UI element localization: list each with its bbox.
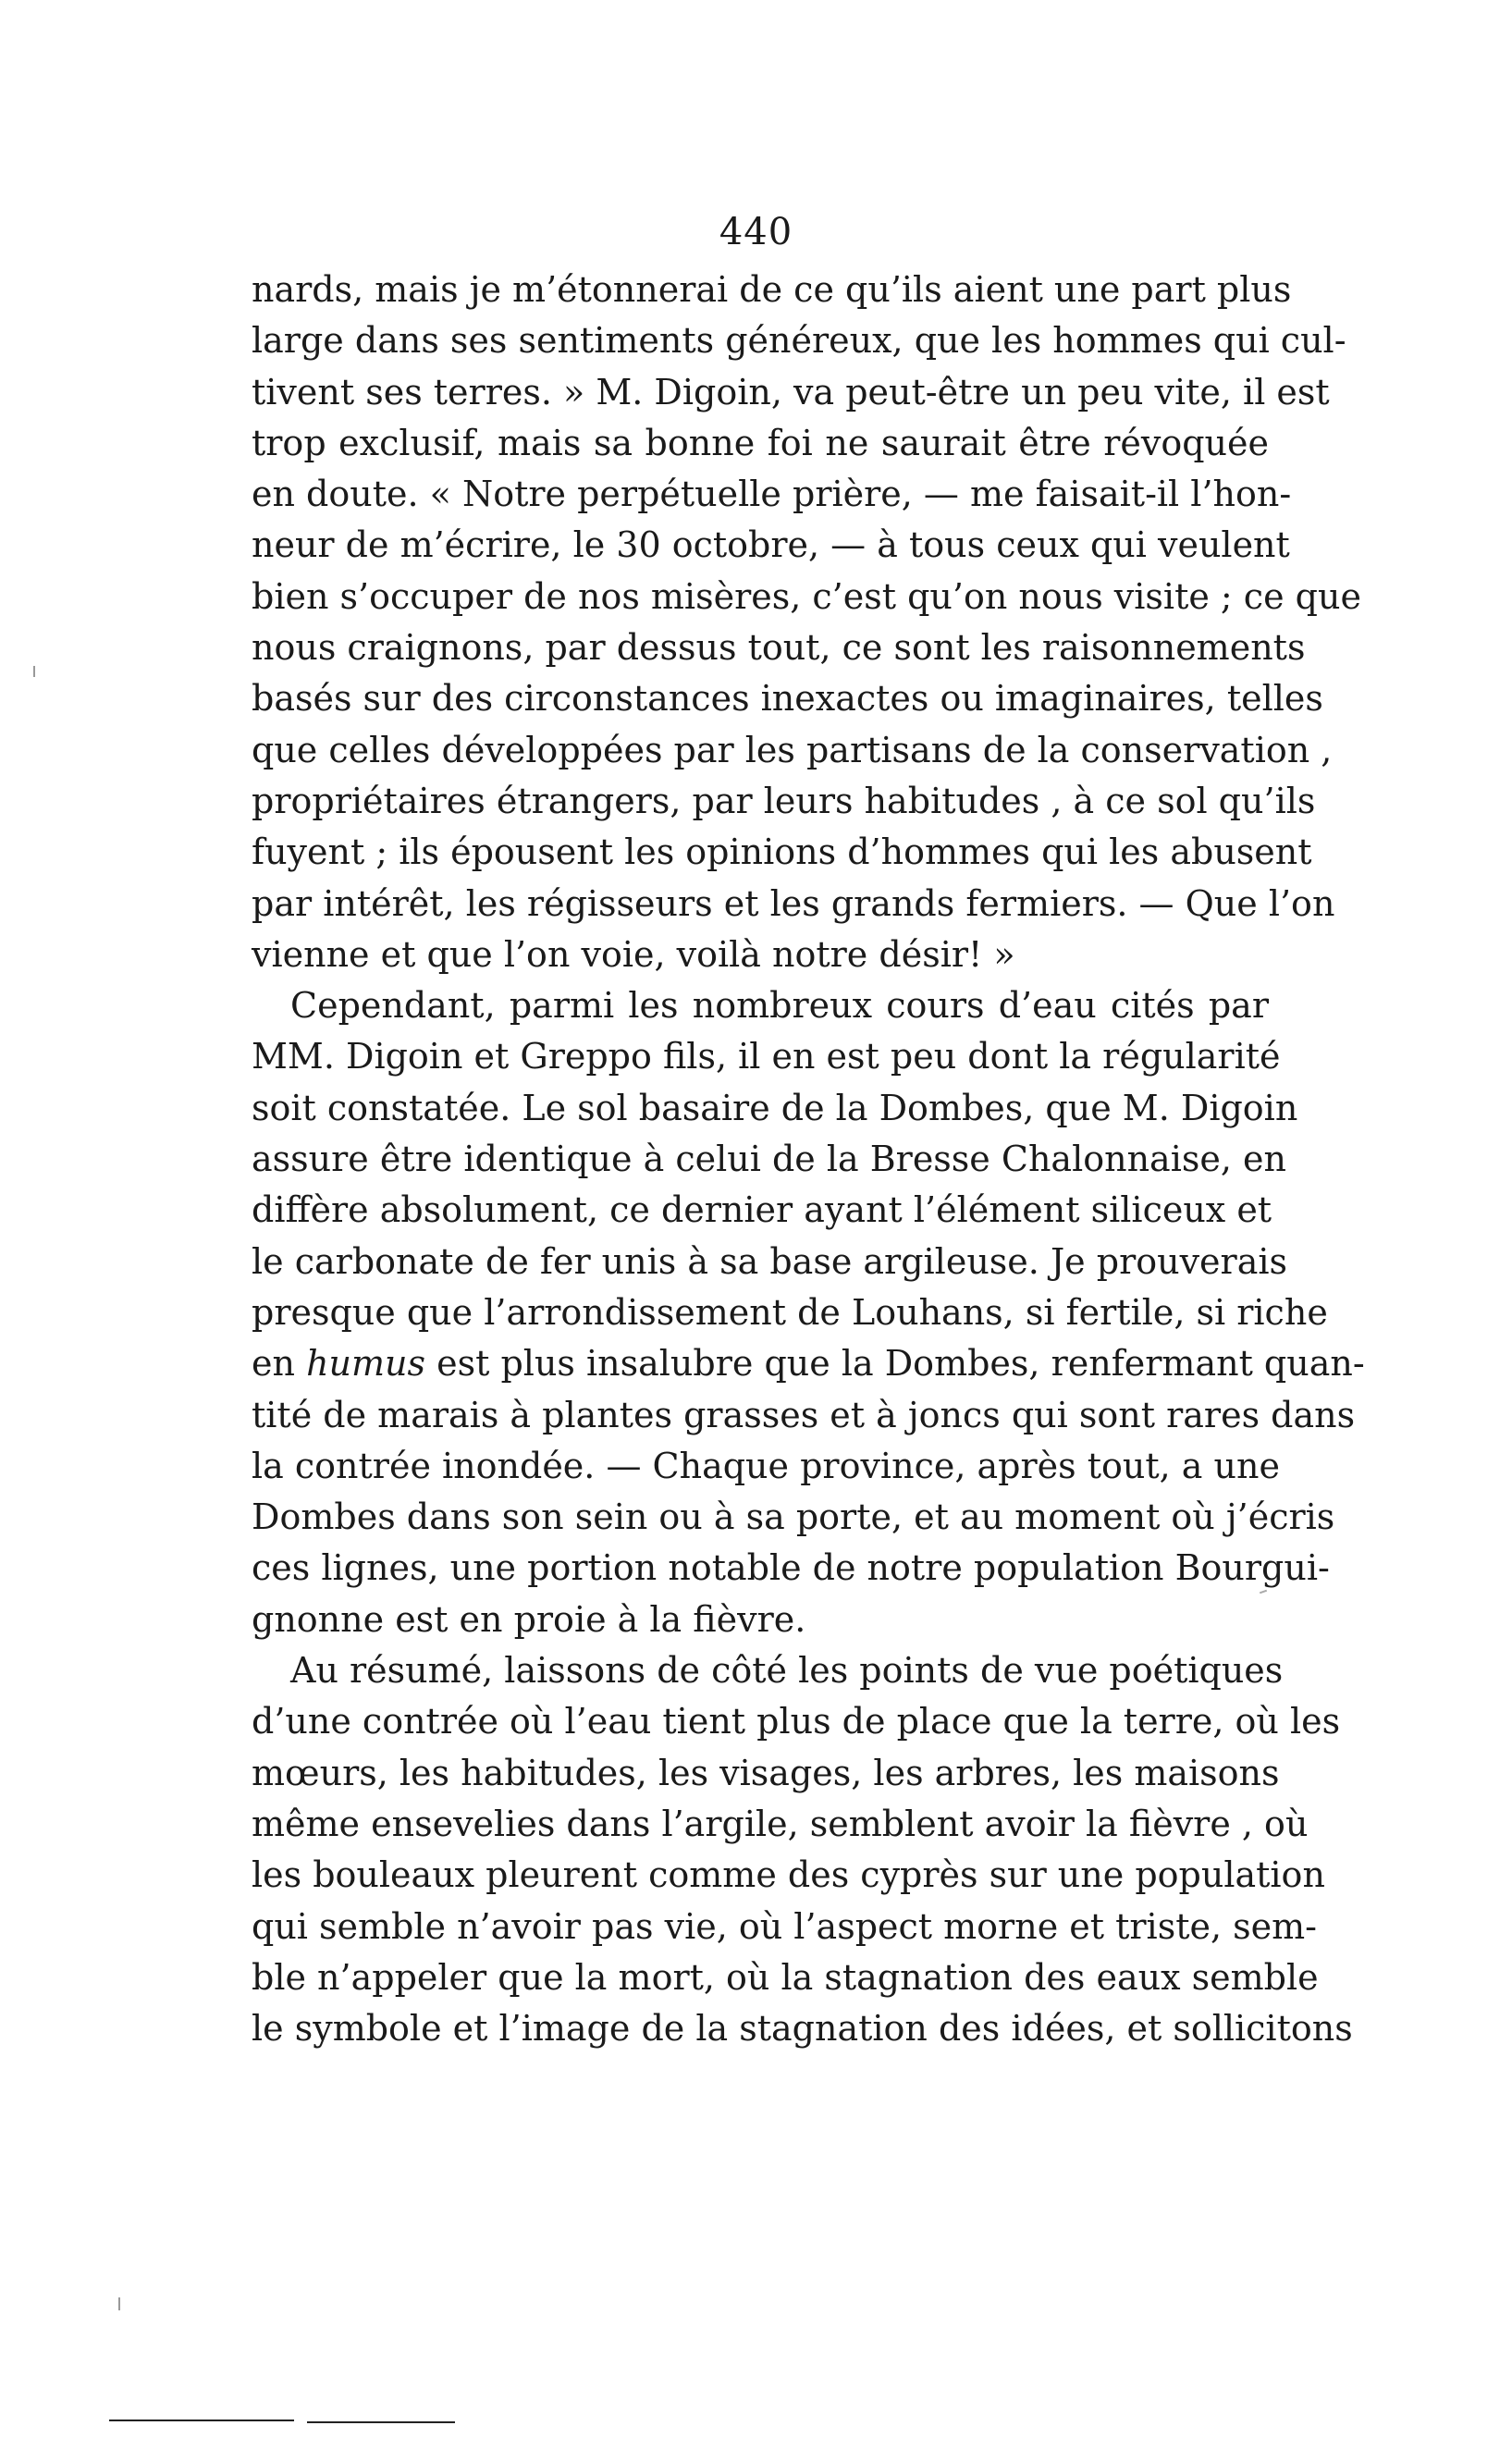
text-line: propriétaires étrangers, par leurs habitudes , à ce sol qu’ils <box>252 780 1316 821</box>
text-line: qui semble n’avoir pas vie, où l’aspect morne et triste, sem- <box>252 1905 1317 1947</box>
footer-rule <box>307 2421 455 2423</box>
text-line-with-italic <box>252 1338 1365 1389</box>
scan-speck <box>118 2297 120 2310</box>
page-number: 440 <box>719 211 793 253</box>
paragraph-end-line: gnonne est en proie à la fièvre. <box>252 1598 806 1640</box>
text-line: d’une contrée où l’eau tient plus de place que la terre, où les <box>252 1701 1341 1742</box>
text-line: même ensevelies dans l’argile, semblent avoir la fièvre , où <box>252 1803 1309 1844</box>
text-line: nards, mais je m’étonnerai de ce qu’ils aient une part plus <box>252 269 1292 310</box>
text-line: mœurs, les habitudes, les visages, les arbres, les maisons <box>252 1752 1280 1793</box>
text-line: trop exclusif, mais sa bonne foi ne saurait être révoquée <box>252 422 1269 463</box>
text-line: assure être identique à celui de la Bresse Chalonnaise, en <box>252 1139 1286 1180</box>
italic-word-humus: humus <box>306 1343 426 1385</box>
text-line: ble n’appeler que la mort, où la stagnation des eaux semble <box>252 1956 1319 1998</box>
text-line: que celles développées par les partisans de la conservation , <box>252 729 1333 770</box>
text-line: ces lignes, une portion notable de notre population Bourgui- <box>252 1547 1330 1589</box>
text-line: en doute. « Notre perpétuelle prière, — me faisait-il l’hon- <box>252 474 1292 515</box>
text-line: la contrée inondée. — Chaque province, après tout, a une <box>252 1445 1280 1486</box>
text-line: les bouleaux pleurent comme des cyprès sur une population <box>252 1854 1325 1896</box>
paragraph-start-line: Au résumé, laissons de côté les points de vue poétiques <box>290 1650 1284 1692</box>
text-line: le symbole et l’image de la stagnation des idées, et sollicitons <box>252 2008 1353 2050</box>
text-line: par intérêt, les régisseurs et les grands fermiers. — Que l’on <box>252 882 1335 924</box>
text-line: large dans ses sentiments généreux, que les hommes qui cul- <box>252 320 1346 362</box>
text-line: Dombes dans son sein ou à sa porte, et au moment où j’écris <box>252 1496 1335 1538</box>
text-fragment: est plus insalubre que la Dombes, renfermant quan- <box>436 1343 1365 1385</box>
footer-rule <box>109 2420 294 2421</box>
text-line: presque que l’arrondissement de Louhans, si fertile, si riche <box>252 1291 1328 1333</box>
text-line: le carbonate de fer unis à sa base argileuse. Je prouverais <box>252 1240 1288 1282</box>
text-line: diffère absolument, ce dernier ayant l’élément siliceux et <box>252 1189 1272 1231</box>
text-line: nous craignons, par dessus tout, ce sont les raisonnements <box>252 627 1306 669</box>
text-line: bien s’occuper de nos misères, c’est qu’on nous visite ; ce que <box>252 575 1361 617</box>
text-line: neur de m’écrire, le 30 octobre, — à tous ceux qui veulent <box>252 524 1290 566</box>
body-text <box>252 265 1365 2054</box>
scan-speck <box>33 666 35 677</box>
text-fragment: en <box>252 1343 295 1385</box>
text-line: fuyent ; ils épousent les opinions d’hommes qui les abusent <box>252 831 1312 873</box>
text-line: tivent ses terres. » M. Digoin, va peut-être un peu vite, il est <box>252 371 1330 412</box>
paragraph-end-line: vienne et que l’on voie, voilà notre désir! » <box>252 933 1015 975</box>
text-line: basés sur des circonstances inexactes ou imaginaires, telles <box>252 678 1323 720</box>
paragraph-start-line: Cependant, parmi les nombreux cours d’eau cités par <box>290 985 1269 1027</box>
text-line: MM. Digoin et Greppo fils, il en est peu dont la régularité <box>252 1036 1281 1077</box>
text-line: soit constatée. Le sol basaire de la Dombes, que M. Digoin <box>252 1087 1298 1128</box>
text-line: tité de marais à plantes grasses et à joncs qui sont rares dans <box>252 1394 1356 1435</box>
